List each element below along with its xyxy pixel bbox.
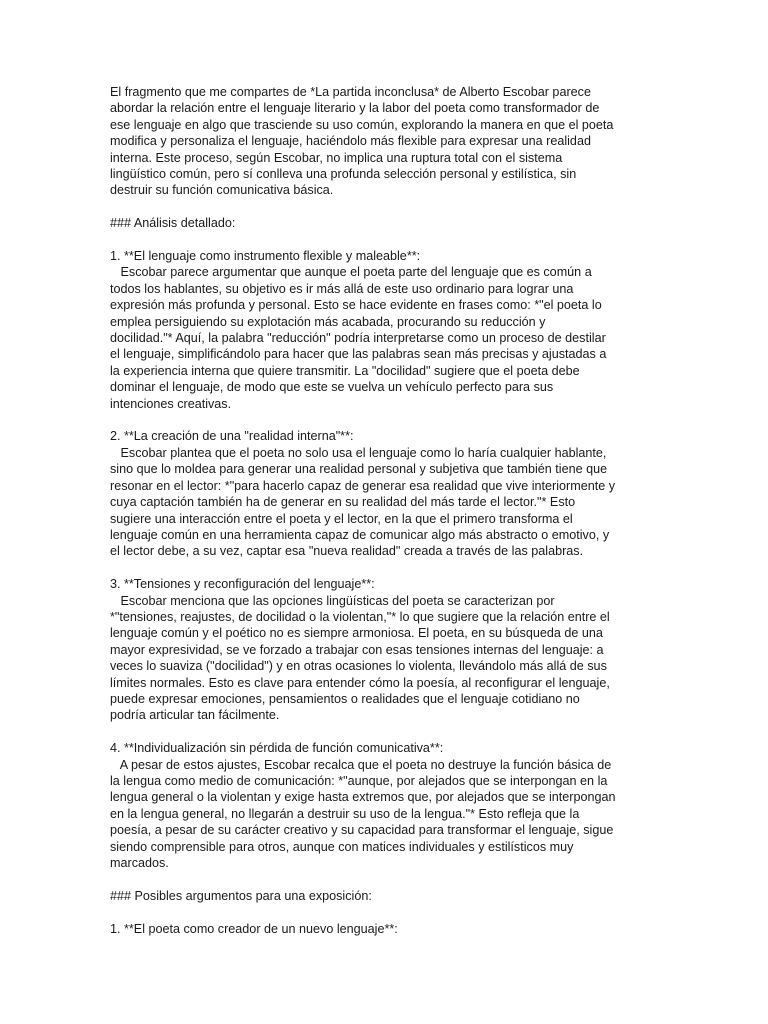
text-line: siendo comprensible para otros, aunque con matices individuales y estilísticos muy xyxy=(110,839,574,854)
text-line: todos los hablantes, su objetivo es ir más allá de este uso ordinario para lograr una xyxy=(110,281,574,296)
text-line: la lengua como medio de comunicación: *"aunque, por alejados que se interpongan en la xyxy=(110,773,608,788)
text-line: puede expresar emociones, pensamientos o realidades que el lenguaje cotidiano no xyxy=(110,691,580,706)
text-line: cuya captación también ha de generar en su realidad del más tarde el lector."* Esto xyxy=(110,495,576,510)
text-line: expresión más profunda y personal. Esto se hace evidente en frases como: *"el poeta lo xyxy=(110,298,602,313)
text-line: El fragmento que me compartes de *La partida inconclusa* de Alberto Escobar parece xyxy=(110,85,591,99)
text-line: destruir su función comunicativa básica. xyxy=(110,183,334,198)
text-line: ### Análisis detallado: xyxy=(110,216,236,231)
text-line: lenguaje común en una herramienta capaz de comunicar algo más abstracto o emotivo, y xyxy=(110,527,610,542)
text-line: el lector debe, a su vez, captar esa "nueva realidad" creada a través de las palabras. xyxy=(110,544,584,559)
text-line: interna. Este proceso, según Escobar, no implica una ruptura total con el sistema xyxy=(110,150,563,165)
text-line: modifica y personaliza el lenguaje, haciéndolo más flexible para expresar una realidad xyxy=(110,134,591,149)
document-page xyxy=(110,84,662,953)
text-line: 2. **La creación de una "realidad interna"**: xyxy=(110,429,354,444)
text-line: mayor expresividad, se ve forzado a trabajar con esas tensiones internas del lenguaje: a xyxy=(110,642,604,657)
text-line: intenciones creativas. xyxy=(110,396,232,411)
text-line: el lenguaje, simplificándolo para hacer que las palabras sean más precisas y ajustadas a xyxy=(110,347,607,362)
numbered-point xyxy=(110,248,662,412)
text-line: veces lo suaviza ("docilidad") y en otras ocasiones lo violenta, llevándolo más allá de sus xyxy=(110,659,607,674)
text-line: abordar la relación entre el lenguaje literario y la labor del poeta como transformador de xyxy=(110,101,600,116)
text-line: 4. **Individualización sin pérdida de función comunicativa**: xyxy=(110,741,444,756)
text-line: marcados. xyxy=(110,856,169,871)
numbered-point xyxy=(110,921,662,937)
text-line: A pesar de estos ajustes, Escobar recalca que el poeta no destruye la función básica de xyxy=(110,757,612,772)
text-line: podría articular tan fácilmente. xyxy=(110,708,280,723)
text-line: lenguaje común y el poético no es siempre armoniosa. El poeta, en su búsqueda de una xyxy=(110,626,603,641)
text-line: lengua general o la violentan y exige hasta extremos que, por alejados que se interpongan xyxy=(110,790,616,805)
numbered-point xyxy=(110,576,662,724)
section-heading xyxy=(110,215,662,231)
text-line: 3. **Tensiones y reconfiguración del lenguaje**: xyxy=(110,577,375,592)
text-line: límites normales. Esto es clave para entender cómo la poesía, al reconfigurar el lenguaje, xyxy=(110,675,610,690)
text-line: 1. **El poeta como creador de un nuevo lenguaje**: xyxy=(110,921,398,936)
numbered-point xyxy=(110,428,662,559)
text-line: sino que lo moldea para generar una realidad personal y subjetiva que también tiene que xyxy=(110,462,608,477)
text-line: 1. **El lenguaje como instrumento flexible y maleable**: xyxy=(110,249,421,264)
numbered-point xyxy=(110,740,662,871)
text-line: resonar en el lector: *"para hacerlo capaz de generar esa realidad que vive interiormente y xyxy=(110,478,616,493)
text-line: sugiere una interacción entre el poeta y el lector, en la que el primero transforma el xyxy=(110,511,573,526)
text-line: Escobar parece argumentar que aunque el poeta parte del lenguaje que es común a xyxy=(110,265,592,280)
text-line: en la lengua general, no llegarán a destruir su uso de la lengua."* Esto refleja que la xyxy=(110,806,580,821)
body-paragraph xyxy=(110,84,662,199)
text-line: Escobar plantea que el poeta no solo usa el lenguaje como lo haría cualquier hablante, xyxy=(110,445,607,460)
text-line: Escobar menciona que las opciones lingüísticas del poeta se caracterizan por xyxy=(110,593,555,608)
text-line: emplea persiguiendo su explotación más acabada, procurando su reducción y xyxy=(110,314,546,329)
text-line: docilidad."* Aquí, la palabra "reducción" podría interpretarse como un proceso de destilar xyxy=(110,331,606,346)
text-line: poesía, a pesar de su carácter creativo y su capacidad para transformar el lenguaje, sigue xyxy=(110,823,614,838)
text-line: ese lenguaje en algo que trasciende su uso común, explorando la manera en que el poeta xyxy=(110,117,614,132)
text-line: ### Posibles argumentos para una exposición: xyxy=(110,888,372,903)
text-line: *"tensiones, reajustes, de docilidad o la violentan,"* lo que sugiere que la relación entre el xyxy=(110,609,610,624)
section-heading xyxy=(110,888,662,904)
text-line: dominar el lenguaje, de modo que este se vuelva un vehículo perfecto para sus xyxy=(110,380,554,395)
text-line: la experiencia interna que quiere transmitir. La "docilidad" sugiere que el poeta debe xyxy=(110,363,580,378)
text-line: lingüístico común, pero sí conlleva una profunda selección personal y estilística, sin xyxy=(110,167,577,182)
